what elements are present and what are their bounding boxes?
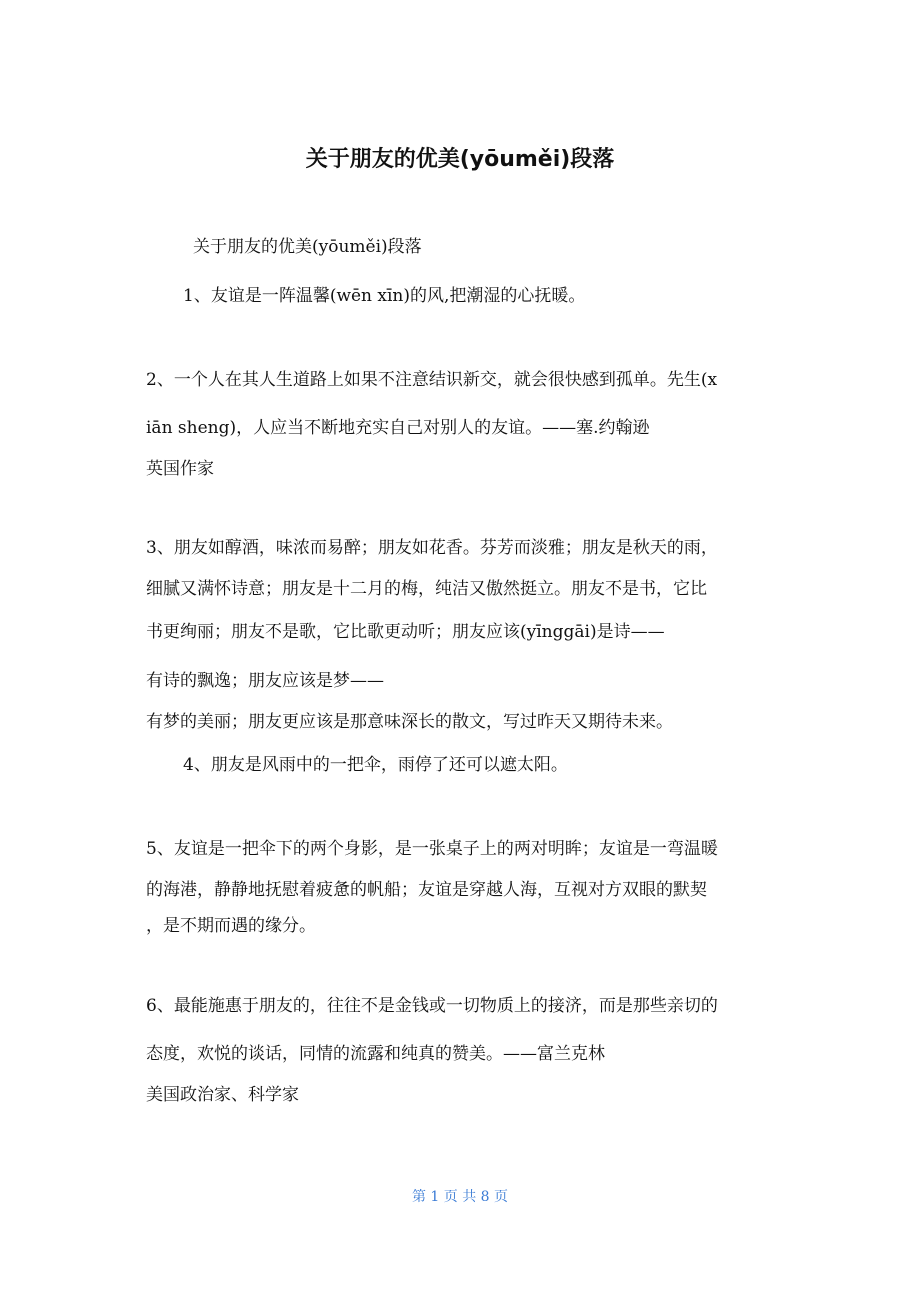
paragraph-1-line-1: 1、友谊是一阵温馨(wēn xīn)的风,把潮湿的心抚暖。 (183, 286, 586, 306)
paragraph-6-line-2: 态度，欢悦的谈话，同情的流露和纯真的赞美。——富兰克林 (146, 1044, 605, 1064)
paragraph-5-line-1: 5、友谊是一把伞下的两个身影，是一张桌子上的两对明眸；友谊是一弯温暖 (146, 839, 718, 859)
paragraph-5-line-3: ，是不期而遇的缘分。 (146, 916, 316, 936)
paragraph-2-line-1: 2、一个人在其人生道路上如果不注意结识新交，就会很快感到孤单。先生(x (146, 370, 718, 390)
subtitle-line: 关于朋友的优美(yōuměi)段落 (193, 237, 422, 257)
paragraph-2-line-2: iān sheng)，人应当不断地充实自己对别人的友谊。——塞.约翰逊 (146, 418, 650, 438)
paragraph-3-line-1: 3、朋友如醇酒，味浓而易醉；朋友如花香。芬芳而淡雅；朋友是秋天的雨， (146, 538, 718, 558)
page-indicator: 第 1 页 共 8 页 (411, 1189, 509, 1205)
paragraph-6-line-3: 美国政治家、科学家 (146, 1085, 299, 1105)
paragraph-6-line-1: 6、最能施惠于朋友的，往往不是金钱或一切物质上的接济，而是那些亲切的 (146, 996, 718, 1016)
paragraph-2-line-3: 英国作家 (146, 459, 214, 479)
paragraph-3-line-4: 有诗的飘逸；朋友应该是梦—— (146, 671, 384, 691)
document-title: 关于朋友的优美(yōuměi)段落 (305, 147, 615, 172)
paragraph-3-line-3: 书更绚丽；朋友不是歌，它比歌更动听；朋友应该(yīnggāi)是诗—— (146, 622, 665, 642)
paragraph-5-line-2: 的海港，静静地抚慰着疲惫的帆船；友谊是穿越人海，互视对方双眼的默契 (146, 880, 707, 900)
paragraph-4-line-1: 4、朋友是风雨中的一把伞，雨停了还可以遮太阳。 (183, 755, 568, 775)
paragraph-3-line-2: 细腻又满怀诗意；朋友是十二月的梅，纯洁又傲然挺立。朋友不是书，它比 (146, 579, 707, 599)
paragraph-3-line-5: 有梦的美丽；朋友更应该是那意味深长的散文，写过昨天又期待未来。 (146, 712, 673, 732)
